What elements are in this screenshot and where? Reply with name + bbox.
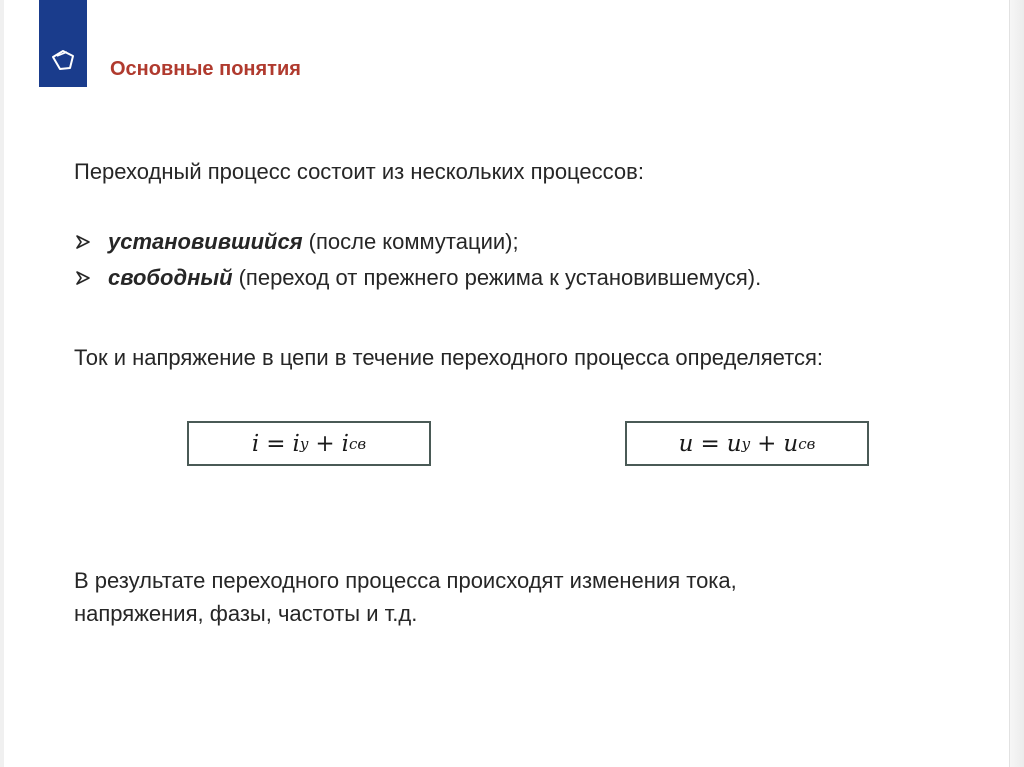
bullet-description: (после коммутации);: [308, 229, 519, 254]
bullet-term: установившийся: [108, 229, 303, 254]
bullet-list: [74, 224, 761, 296]
list-item: [74, 224, 761, 260]
slide-title: Основные понятия: [110, 58, 301, 80]
result-line: В результате переходного процесса происходят изменения тока,: [74, 568, 737, 593]
intro-text: Переходный процесс состоит из нескольких процессов:: [74, 159, 644, 184]
slide-frame-right: [1009, 0, 1024, 767]
bullet-description: (переход от прежнего режима к установившемуся).: [238, 265, 762, 290]
formula-plus: +: [315, 430, 335, 457]
open-book-icon: [50, 48, 76, 72]
bullet-term: свободный: [108, 265, 233, 290]
voltage-formula-box: u = u y + u св: [625, 421, 869, 466]
current-formula-box: i = i y + i св: [187, 421, 431, 466]
result-line: напряжения, фазы, частоты и т.д.: [74, 601, 418, 626]
formula-term: i: [292, 430, 300, 457]
list-item: [74, 260, 761, 296]
result-paragraph: [74, 564, 737, 630]
logo-block: [39, 0, 87, 87]
formula-equals: =: [266, 430, 286, 457]
formula-plus: +: [757, 430, 777, 457]
arrow-bullet-icon: [74, 233, 92, 251]
slide-frame-left: [0, 0, 4, 767]
current-voltage-text: Ток и напряжение в цепи в течение переходного процесса определяется:: [74, 345, 824, 370]
formula-term: i: [341, 430, 349, 457]
formula-term: u: [783, 430, 799, 457]
formula-term: u: [726, 430, 742, 457]
formula-equals: =: [700, 430, 720, 457]
arrow-bullet-icon: [74, 269, 92, 287]
formula-lhs: i: [251, 430, 260, 457]
formula-lhs: u: [678, 430, 694, 457]
